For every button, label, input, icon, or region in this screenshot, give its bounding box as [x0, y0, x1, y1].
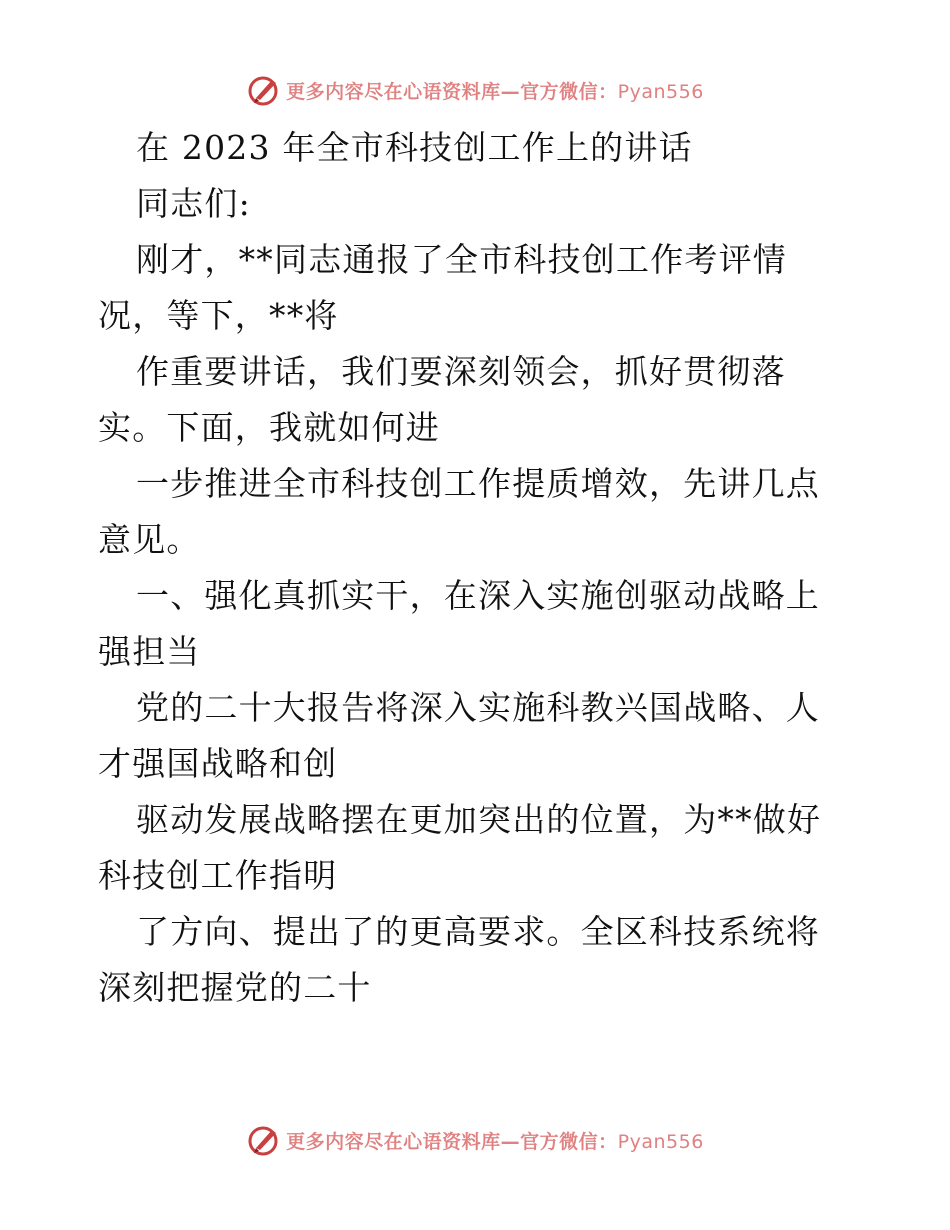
paragraph: 了方向、提出了的更高要求。全区科技系统将深刻把握党的二十: [98, 912, 820, 1007]
pen-circle-icon: [246, 72, 282, 108]
pen-circle-icon: [246, 1122, 282, 1158]
footer-watermark: [0, 1120, 950, 1160]
speech-title: 在 2023 年全市科技创工作上的讲话: [136, 128, 693, 167]
watermark-id: Pyan556: [617, 1130, 704, 1153]
paragraph: 一步推进全市科技创工作提质增效，先讲几点意见。: [98, 464, 820, 559]
watermark-id: Pyan556: [617, 80, 704, 103]
document-body: [98, 120, 854, 1016]
paragraph: 党的二十大报告将深入实施科教兴国战略、人才强国战略和创: [98, 688, 820, 783]
section-heading: 一、强化真抓实干，在深入实施创驱动战略上强担当: [98, 576, 820, 671]
paragraph: 刚才，**同志通报了全市科技创工作考评情况，等下，**将: [98, 240, 787, 335]
paragraph: 驱动发展战略摆在更加突出的位置，为**做好科技创工作指明: [98, 800, 822, 895]
watermark-text: 更多内容尽在心语资料库—官方微信：Pyan556: [286, 80, 704, 103]
header-watermark: [0, 70, 950, 110]
paragraph: 作重要讲话，我们要深刻领会，抓好贯彻落实。下面，我就如何进: [98, 352, 786, 447]
watermark-text: 更多内容尽在心语资料库—官方微信：Pyan556: [286, 1130, 704, 1153]
salutation: 同志们:: [136, 184, 251, 223]
